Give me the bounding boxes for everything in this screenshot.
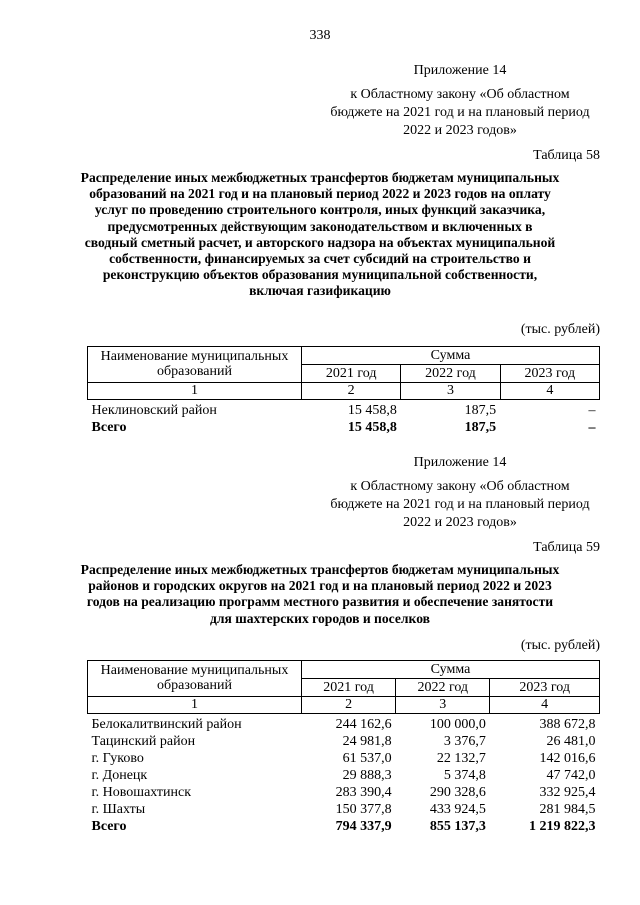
row-value-2023: – xyxy=(588,403,596,418)
header-col-1: 1 xyxy=(88,383,302,400)
row-value-2023: 26 481,0 xyxy=(546,734,596,749)
row-value-2023: 142 016,6 xyxy=(539,751,596,766)
row-value-2021: 15 458,8 xyxy=(347,403,397,418)
header-2022: 2022 год xyxy=(401,365,500,383)
row-value-2021: 61 537,0 xyxy=(342,751,392,766)
table-row xyxy=(88,400,600,420)
total-row xyxy=(88,419,600,436)
header-2021: 2021 год xyxy=(302,365,401,383)
table-label-2: Таблица 59 xyxy=(533,540,600,555)
header-col-4: 4 xyxy=(500,383,599,400)
row-value-2021: 150 377,8 xyxy=(335,802,392,817)
appendix-text-2: к Областному закону «Об областном бюджете на 2021 год и на плановый период 2022 и 2023 годов» xyxy=(330,479,590,530)
row-name: Неклиновский район xyxy=(91,403,217,418)
header-sum: Сумма xyxy=(302,347,600,365)
row-value-2022: 3 376,7 xyxy=(443,734,486,749)
total-value-2021: 794 337,9 xyxy=(335,819,392,834)
total-value-2023: – xyxy=(588,420,596,435)
table-row xyxy=(88,733,600,750)
appendix-label: Приложение 14 xyxy=(413,63,507,78)
total-name: Всего xyxy=(91,420,127,435)
header-name: Наименование муниципальных образований xyxy=(88,347,302,383)
header-2022: 2022 год xyxy=(396,679,490,697)
row-value-2022: 22 132,7 xyxy=(436,751,486,766)
row-value-2022: 290 328,6 xyxy=(429,785,486,800)
table-row xyxy=(88,750,600,767)
table-row xyxy=(88,801,600,818)
row-value-2021: 29 888,3 xyxy=(342,768,392,783)
table-row xyxy=(88,767,600,784)
header-col-3: 3 xyxy=(396,697,490,714)
row-value-2022: 100 000,0 xyxy=(429,717,486,732)
table-58 xyxy=(87,346,600,436)
table-title: Распределение иных межбюджетных трансфертов бюджетам муниципальных образований на 2021 год и на плановый период 2022 и 2023 годов на оплату услуг по проведению строительного контроля, иных функций заказчика, предусмотренных действующим законодательством и включенных в сводный сметный расчет, и авторского надзора на объектах муниципальной собственности, финансируемых за счет субсидий на строительство и реконструкцию объектов образования муниципальной собственности, включая газификацию xyxy=(80,170,560,299)
appendix-label-2: Приложение 14 xyxy=(413,455,507,470)
row-name: Белокалитвинский район xyxy=(91,717,242,732)
table-row xyxy=(88,784,600,801)
row-value-2022: 433 924,5 xyxy=(429,802,486,817)
header-col-1: 1 xyxy=(88,697,302,714)
total-name: Всего xyxy=(91,819,127,834)
row-value-2021: 244 162,6 xyxy=(335,717,392,732)
row-value-2021: 24 981,8 xyxy=(342,734,392,749)
appendix-text: к Областному закону «Об областном бюджете на 2021 год и на плановый период 2022 и 2023 годов» xyxy=(330,87,590,138)
row-name: г. Гуково xyxy=(91,751,144,766)
table-59 xyxy=(87,660,600,835)
row-value-2023: 332 925,4 xyxy=(539,785,596,800)
row-value-2023: 47 742,0 xyxy=(546,768,596,783)
units-label-2: (тыс. рублей) xyxy=(520,638,600,653)
table-label: Таблица 58 xyxy=(533,148,600,163)
header-col-2: 2 xyxy=(302,383,401,400)
total-row xyxy=(88,818,600,835)
table-row xyxy=(88,714,600,734)
total-value-2021: 15 458,8 xyxy=(347,420,397,435)
row-name: Тацинский район xyxy=(91,734,196,749)
page-number: 338 xyxy=(309,28,331,43)
table-title-2: Распределение иных межбюджетных трансфертов бюджетам муниципальных районов и городских округов на 2021 год и на плановый период 2022 и 2023 годов на реализацию программ местного развития и обеспечение занятости для шахтерских городов и поселков xyxy=(80,562,560,626)
header-sum: Сумма xyxy=(302,661,600,679)
units-label: (тыс. рублей) xyxy=(520,322,600,337)
header-2021: 2021 год xyxy=(302,679,396,697)
row-value-2022: 5 374,8 xyxy=(443,768,486,783)
row-value-2021: 283 390,4 xyxy=(335,785,392,800)
row-value-2022: 187,5 xyxy=(464,403,497,418)
header-col-4: 4 xyxy=(490,697,600,714)
row-name: г. Новошахтинск xyxy=(91,785,192,800)
row-value-2023: 281 984,5 xyxy=(539,802,596,817)
header-name: Наименование муниципальных образований xyxy=(88,661,302,697)
header-2023: 2023 год xyxy=(500,365,599,383)
header-2023: 2023 год xyxy=(490,679,600,697)
total-value-2022: 855 137,3 xyxy=(429,819,486,834)
header-col-3: 3 xyxy=(401,383,500,400)
row-name: г. Донецк xyxy=(91,768,148,783)
header-col-2: 2 xyxy=(302,697,396,714)
row-value-2023: 388 672,8 xyxy=(539,717,596,732)
total-value-2023: 1 219 822,3 xyxy=(529,819,596,834)
row-name: г. Шахты xyxy=(91,802,146,817)
total-value-2022: 187,5 xyxy=(464,420,497,435)
